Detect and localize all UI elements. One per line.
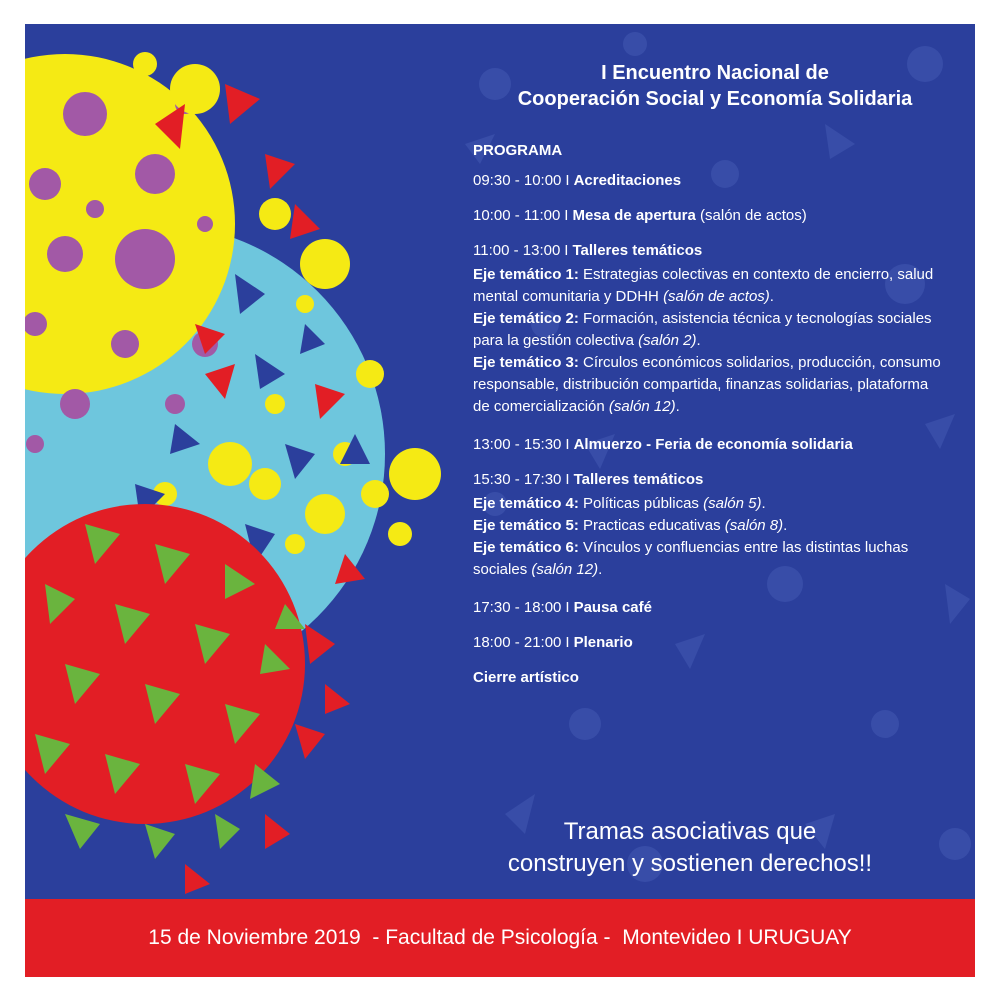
slogan-line2: construyen y sostienen derechos!! [507,850,873,877]
eje-room: (salón 8) [724,517,784,534]
eje-end: . [769,288,774,305]
schedule-label: Almuerzo - Feria de economía solidaria [573,436,853,453]
event-title-line2: Cooperación Social y Economía Solidaria [517,88,913,110]
eje-tematico [473,264,943,308]
eje-end: . [761,495,766,512]
eje-room: (salón 12) [531,561,599,578]
footer-text: 15 de Noviembre 2019 - Facultad de Psicología - Montevideo I URUGUAY [148,926,852,949]
schedule-item [473,471,943,489]
schedule-separator: I [564,207,569,224]
eje-tematico [473,308,943,352]
eje-text: Vínculos y confluencias entre las distintas luchas sociales [473,539,909,578]
schedule-time: 18:00 - 21:00 [473,634,562,651]
schedule-item [473,599,943,617]
eje-end: . [696,332,701,349]
eje-room: (salón de actos) [663,288,770,305]
eje-text: Círculos económicos solidarios, producción, consumo responsable, distribución compartida, finanzas solidarias, plataforma de comercialización [473,354,941,415]
schedule-label: Acreditaciones [573,172,682,189]
slogan-line1: Tramas asociativas que [563,818,817,845]
eje-tematico [473,515,943,537]
schedule-note: (salón de actos) [695,207,807,224]
schedule-item [473,436,943,454]
red-disc [25,504,305,859]
eje-room: (salón 12) [608,398,676,415]
schedule-label: Pausa café [573,599,652,616]
eje-text: Estrategias colectivas en contexto de encierro, salud mental comunitaria y DDHH [473,266,934,305]
schedule-time: 17:30 - 18:00 [473,599,562,616]
schedule-separator: I [565,172,570,189]
eje-room: (salón 5) [703,495,762,512]
schedule-label: Talleres temáticos [572,242,703,259]
poster [25,24,975,977]
schedule-time: 13:00 - 15:30 [473,436,562,453]
schedule-time: 10:00 - 11:00 [473,207,561,224]
eje-end: . [598,561,603,578]
eje-tematico [473,493,943,515]
schedule-item [473,634,943,652]
eje-label: Eje temático 6: [473,539,579,556]
eje-label: Eje temático 2: [473,310,579,327]
program [473,142,943,687]
schedule-label: Talleres temáticos [573,471,704,488]
eje-label: Eje temático 4: [473,495,579,512]
schedule-time: 11:00 - 13:00 [473,242,561,259]
eje-room: (salón 2) [638,332,697,349]
event-title [455,60,975,112]
schedule-label: Mesa de apertura [572,207,696,224]
schedule-separator: I [565,471,570,488]
closing-label: Cierre artístico [473,669,579,686]
schedule-separator: I [565,599,570,616]
schedule-item [473,172,943,190]
schedule-item [473,242,943,260]
schedule-item [473,207,943,225]
eje-tematico [473,352,943,418]
slogan [455,816,925,880]
eje-text: Practicas educativas [578,517,725,534]
eje-label: Eje temático 1: [473,266,579,283]
schedule-time: 15:30 - 17:30 [473,471,562,488]
program-heading: PROGRAMA [473,142,563,159]
eje-tematico [473,537,943,581]
eje-label: Eje temático 3: [473,354,579,371]
eje-end: . [675,398,680,415]
schedule-separator: I [565,436,570,453]
event-title-line1: I Encuentro Nacional de [601,62,829,84]
eje-label: Eje temático 5: [473,517,579,534]
eje-end: . [783,517,788,534]
schedule-label: Plenario [573,634,633,651]
footer-banner [25,899,975,977]
closing-item [473,669,943,687]
schedule-separator: I [565,634,570,651]
schedule-separator: I [564,242,569,259]
schedule-time: 09:30 - 10:00 [473,172,562,189]
eje-text: Políticas públicas [578,495,704,512]
eje-text: Formación, asistencia técnica y tecnologías sociales para la gestión colectiva [473,310,932,349]
